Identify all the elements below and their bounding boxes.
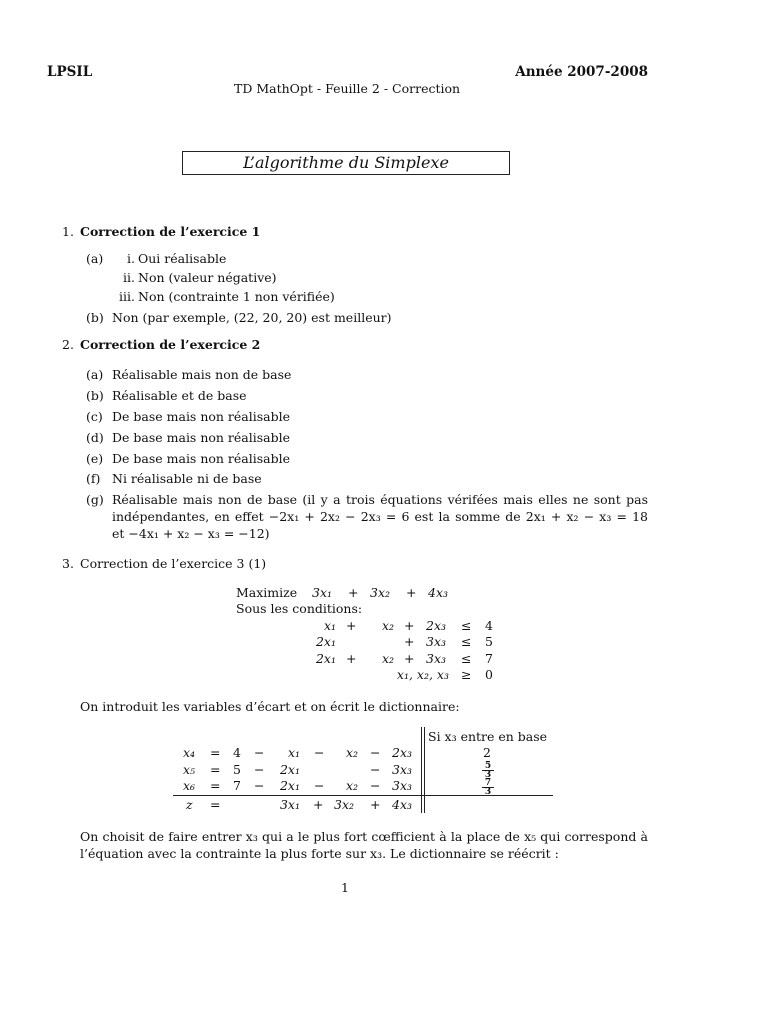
dict-cell: − [370,745,381,760]
s2-item-text: De base mais non réalisable [112,451,291,466]
section1-b-text: Non (par exemple, (22, 20, 20) est meilleur) [112,310,392,325]
section2-heading: Correction de l’exercice 2 [80,337,261,352]
s1-a-item-text: Oui réalisable [138,251,227,266]
header-left: LPSIL [47,64,93,80]
lp-cell: x₂ [381,651,394,666]
s2-item-label: (d) [86,430,104,445]
dict-cell: 3x₃ [392,762,413,777]
dict-cell: − [314,778,325,793]
lp-cell: 4 [485,618,493,633]
s2-g-line3: et −4x₁ + x₂ − x₃ = −12) [112,526,270,541]
dict-ratio: $\frac{7}{3}$ [482,779,494,796]
lp-cell: 3x₃ [426,651,447,666]
dictionary-intro: On introduit les variables d’écart et on écrit le dictionnaire: [80,699,460,714]
dict-ratio: 2 [483,745,491,760]
dict-cell: + [313,797,324,812]
dict-cell: = [210,762,221,777]
dict-cell: = [210,797,221,812]
lp-maximize: Maximize [236,585,298,600]
s1-a-item-text: Non (valeur négative) [138,270,277,285]
lp-objective-term: 3x₂ [370,585,391,600]
dict-cell: 2x₁ [279,778,300,793]
section1-b-label: (b) [86,310,104,325]
dict-cell: 3x₁ [279,797,300,812]
lp-nonneg-vars: x₁, x₂, x₃ [396,667,449,682]
s2-item-text: Réalisable mais non de base [112,367,292,382]
header-subtitle: TD MathOpt - Feuille 2 - Correction [234,81,461,96]
lp-objective-term: 4x₃ [428,585,449,600]
dict-divider [421,727,422,813]
dict-cell: 4x₃ [392,797,413,812]
dict-cell: = [210,778,221,793]
paragraph-line1: On choisit de faire entrer x₃ qui a le plus fort cœfficient à la place de x₅ qui correspond à [80,829,648,844]
lp-cell: + [404,618,415,633]
dict-ratio: $\frac{5}{3}$ [482,762,494,779]
lp-cell: 3x₃ [426,634,447,649]
s2-item-label: (f) [86,471,101,486]
lp-cell: x₁ [323,618,336,633]
section3-number: 3. [62,556,74,571]
dict-divider [424,727,425,813]
dict-cell: − [254,778,265,793]
dict-cell: 7 [233,778,241,793]
dict-cell: 5 [233,762,241,777]
s2-item-label: (a) [86,367,104,382]
section2-number: 2. [62,337,74,352]
lp-cell: 2x₁ [315,651,336,666]
dict-cell: x₅ [183,762,196,777]
dict-cell: x₆ [183,778,196,793]
s2-item-text: Ni réalisable ni de base [112,471,262,486]
dict-cell: 2x₃ [392,745,413,760]
s2-g-label: (g) [86,492,104,507]
lp-objective-op: + [348,585,359,600]
lp-nonneg-value: 0 [485,667,493,682]
lp-cell: 2x₁ [315,634,336,649]
dict-separator [173,795,553,796]
dict-cell: − [254,745,265,760]
dict-cell: − [370,778,381,793]
paragraph-line2: l’équation avec la contrainte la plus forte sur x₃. Le dictionnaire se réécrit : [80,846,559,861]
s2-item-label: (e) [86,451,104,466]
dict-cell: 4 [233,745,241,760]
section1-a-label: (a) [86,251,104,266]
dict-cell: − [254,762,265,777]
dict-cell: − [314,745,325,760]
header-right: Année 2007-2008 [515,64,648,80]
lp-cell: + [346,651,357,666]
document-title: L’algorithme du Simplexe [182,151,510,175]
dict-col-header: Si x₃ entre en base [428,729,548,744]
lp-cell: + [404,651,415,666]
s2-item-text: De base mais non réalisable [112,409,291,424]
dict-cell: 2x₁ [279,762,300,777]
s1-a-item-num: ii. [123,270,135,285]
dict-cell: + [370,797,381,812]
s2-g-line1: Réalisable mais non de base (il y a trois équations vérifées mais elles ne sont pas [112,492,648,507]
lp-objective-op: + [406,585,417,600]
dict-cell: z [186,797,193,812]
lp-cell: x₂ [381,618,394,633]
dict-cell: 3x₃ [392,778,413,793]
dict-cell: x₂ [345,778,358,793]
page-number: 1 [341,880,349,895]
s1-a-item-text: Non (contrainte 1 non vérifiée) [138,289,335,304]
lp-cell: ≤ [461,651,472,666]
lp-cell: ≤ [461,634,472,649]
lp-cell: + [346,618,357,633]
lp-conditions-label: Sous les conditions: [236,601,363,616]
lp-objective-term: 3x₁ [312,585,333,600]
dict-cell: 3x₂ [334,797,355,812]
s1-a-item-num: iii. [119,289,135,304]
s2-item-label: (c) [86,409,103,424]
s2-g-line2: indépendantes, en effet −2x₁ + 2x₂ − 2x₃ = 6 est la somme de 2x₁ + x₂ − x₃ = 18 [112,509,648,524]
s2-item-text: Réalisable et de base [112,388,247,403]
dict-cell: x₂ [345,745,358,760]
lp-cell: 5 [485,634,493,649]
section1-heading: Correction de l’exercice 1 [80,224,261,239]
lp-cell: ≤ [461,618,472,633]
lp-nonneg-sign: ≥ [461,667,472,682]
s2-item-text: De base mais non réalisable [112,430,291,445]
lp-cell: 7 [485,651,493,666]
s2-item-label: (b) [86,388,104,403]
dict-cell: − [370,762,381,777]
section3-heading: Correction de l’exercice 3 (1) [80,556,267,571]
lp-cell: 2x₃ [426,618,447,633]
s1-a-item-num: i. [127,251,135,266]
dict-cell: = [210,745,221,760]
dict-cell: x₁ [287,745,300,760]
lp-cell: + [404,634,415,649]
dict-cell: x₄ [183,745,196,760]
section1-number: 1. [62,224,74,239]
